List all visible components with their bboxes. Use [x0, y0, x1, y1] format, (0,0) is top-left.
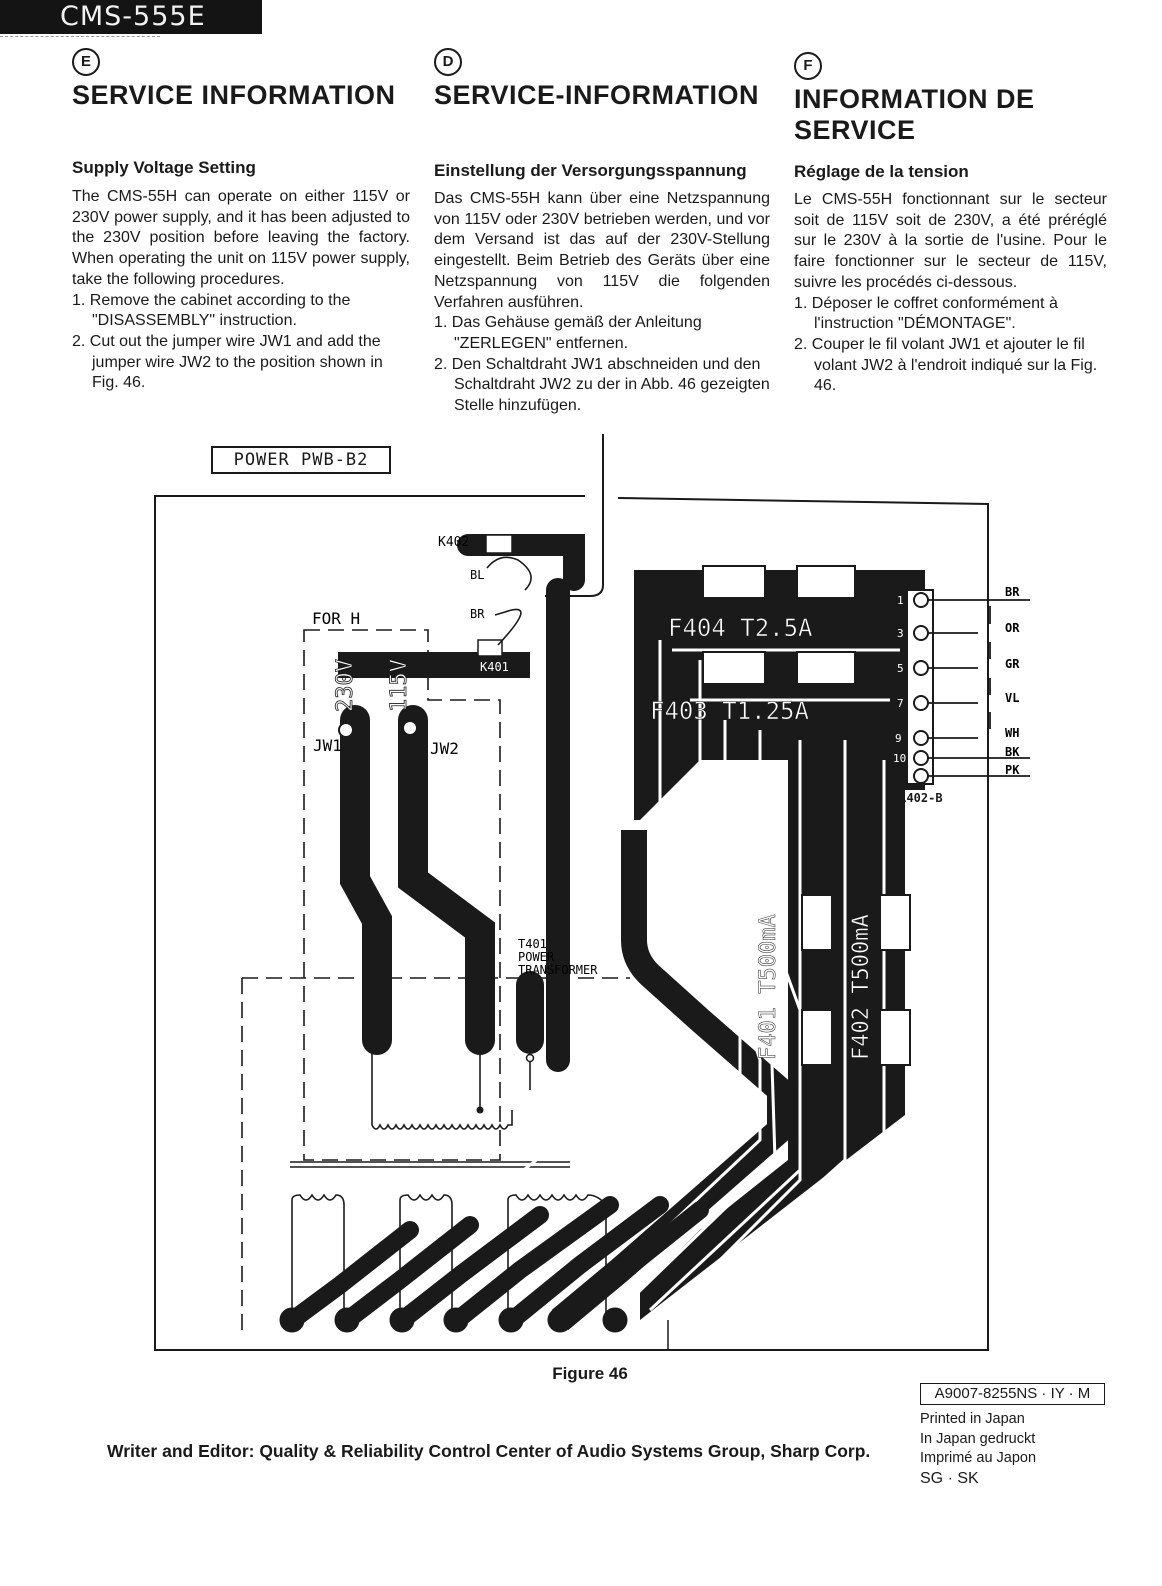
br-label: BR: [470, 607, 485, 621]
step-item: 2. Den Schaltdraht JW1 abschneiden und den Schaltdraht JW2 zu der in Abb. 46 gezeigten Stelle hinzufügen.: [434, 355, 770, 415]
wire-label: BR: [1005, 585, 1020, 599]
subheading-english: Supply Voltage Setting: [72, 158, 256, 177]
coil-node: [477, 1107, 484, 1114]
step-item: 1. Remove the cabinet according to the "DISASSEMBLY" instruction.: [72, 291, 351, 330]
step-item: 1. Déposer le coffret conformément à l'instruction "DÉMONTAGE".: [794, 294, 1058, 333]
wire-label: OR: [1005, 621, 1020, 635]
pin-number: 5: [897, 662, 904, 675]
jw1-pad: [339, 723, 353, 737]
bl-wire: [487, 557, 531, 590]
step-item: 2. Couper le fil volant JW1 et ajouter le fil volant JW2 à l'endroit indiqué sur la Fig. 46.: [794, 335, 1098, 395]
printed-info: [920, 1410, 1036, 1488]
step-item: 1. Das Gehäuse gemäß der Anleitung "ZERLEGEN" entfernen.: [434, 314, 702, 352]
k401-connector: [478, 640, 502, 656]
intro-paragraph: The CMS-55H can operate on either 115V or 230V power supply, and it has been adjusted to the 230V position before leaving the factory. When operating the unit on 115V power supply, take the following procedures.: [72, 188, 410, 288]
printed-line: SG · SK: [920, 1469, 979, 1487]
jw1-trace: [355, 720, 377, 1040]
wire-label: WH: [1005, 726, 1020, 740]
printed-line: Imprimé au Japon: [920, 1450, 1037, 1466]
subheading-german: Einstellung der Versorgungsspannung: [434, 161, 747, 180]
board-label: POWER PWB-B2: [211, 446, 391, 474]
jw2-label: JW2: [430, 739, 459, 758]
printed-line: Printed in Japan: [920, 1411, 1025, 1427]
k402-label: K402: [438, 535, 470, 550]
subheading-french: Réglage de la tension: [794, 162, 969, 181]
language-marker-f: F: [794, 52, 822, 80]
pin-number: 1: [897, 594, 904, 607]
heading-line: SERVICE INFORMATION: [72, 80, 396, 110]
jw2-pad: [403, 721, 417, 735]
printed-line: In Japan gedruckt: [920, 1430, 1036, 1447]
heading-line: INFORMATION DE: [794, 84, 1035, 114]
fuse-f401-label: F401 T500mA: [756, 914, 781, 1060]
jw1-label: JW1: [313, 736, 342, 755]
bl-label: BL: [470, 568, 485, 582]
wire-label: BK: [1005, 745, 1020, 759]
intro-paragraph: Le CMS-55H fonctionnant sur le secteur soit de 115V soit de 230V, a été préréglé sur le 230V à la sortie de l'usine. Pour le faire fonctionner sur le secteur de 115V, suivre les procédés ci-dessous.: [794, 191, 1107, 291]
figure-caption: Figure 46: [552, 1364, 628, 1383]
wire-label: VL: [1005, 691, 1020, 705]
wire-label: PK: [1005, 763, 1020, 777]
language-marker-d: D: [434, 48, 462, 76]
transformer-label-line: POWER: [518, 950, 555, 964]
voltage-115-label: 115V: [387, 659, 412, 712]
language-marker-e: E: [72, 48, 100, 76]
k401-label: K401: [480, 660, 509, 674]
pin-number: 3: [897, 627, 904, 640]
fuse-f402-label: F402 T500mA: [849, 914, 874, 1060]
transformer-label-line: T401: [518, 937, 547, 951]
coil-node: [527, 1055, 534, 1062]
voltage-230-label: 230V: [333, 659, 358, 712]
wire-label: GR: [1005, 657, 1020, 671]
for-h-label: FOR H: [312, 609, 361, 628]
heading-line: SERVICE: [794, 115, 916, 145]
pin-number: 10: [893, 752, 907, 765]
primary-coil: [372, 1030, 530, 1129]
ground-traces: [290, 1205, 700, 1322]
pin-number: 7: [897, 697, 904, 710]
pin-number: 9: [895, 732, 902, 745]
credit-line: Writer and Editor: Quality & Reliability Control Center of Audio Systems Group, Sharp Corp.: [107, 1441, 871, 1461]
fuse-f404-label: F404 T2.5A: [668, 614, 813, 642]
transformer-label-line: TRANSFORMER: [518, 963, 598, 977]
heading-line: SERVICE-INFORMATION: [434, 80, 760, 110]
model-number: CMS-555E: [60, 1, 206, 32]
k402-connector: [486, 535, 512, 553]
step-item: 2. Cut out the jumper wire JW1 and add the jumper wire JW2 to the position shown in Fig. 46.: [72, 332, 383, 392]
b402-label: B1402-B: [892, 791, 943, 805]
jw2-trace: [413, 720, 480, 1040]
document-number: A9007-8255NS · IY · M: [920, 1383, 1105, 1405]
fuse-f403-label: F403 T1.25A: [650, 697, 809, 725]
intro-paragraph: Das CMS-55H kann über eine Netzspannung von 115V oder 230V betrieben werden, und vor dem Versand ist das auf der 230V-Stellung eingestellt. Beim Betrieb des Geräts über eine Netzspannung von 115V die folgenden Verfahren ausführen.: [434, 190, 770, 311]
